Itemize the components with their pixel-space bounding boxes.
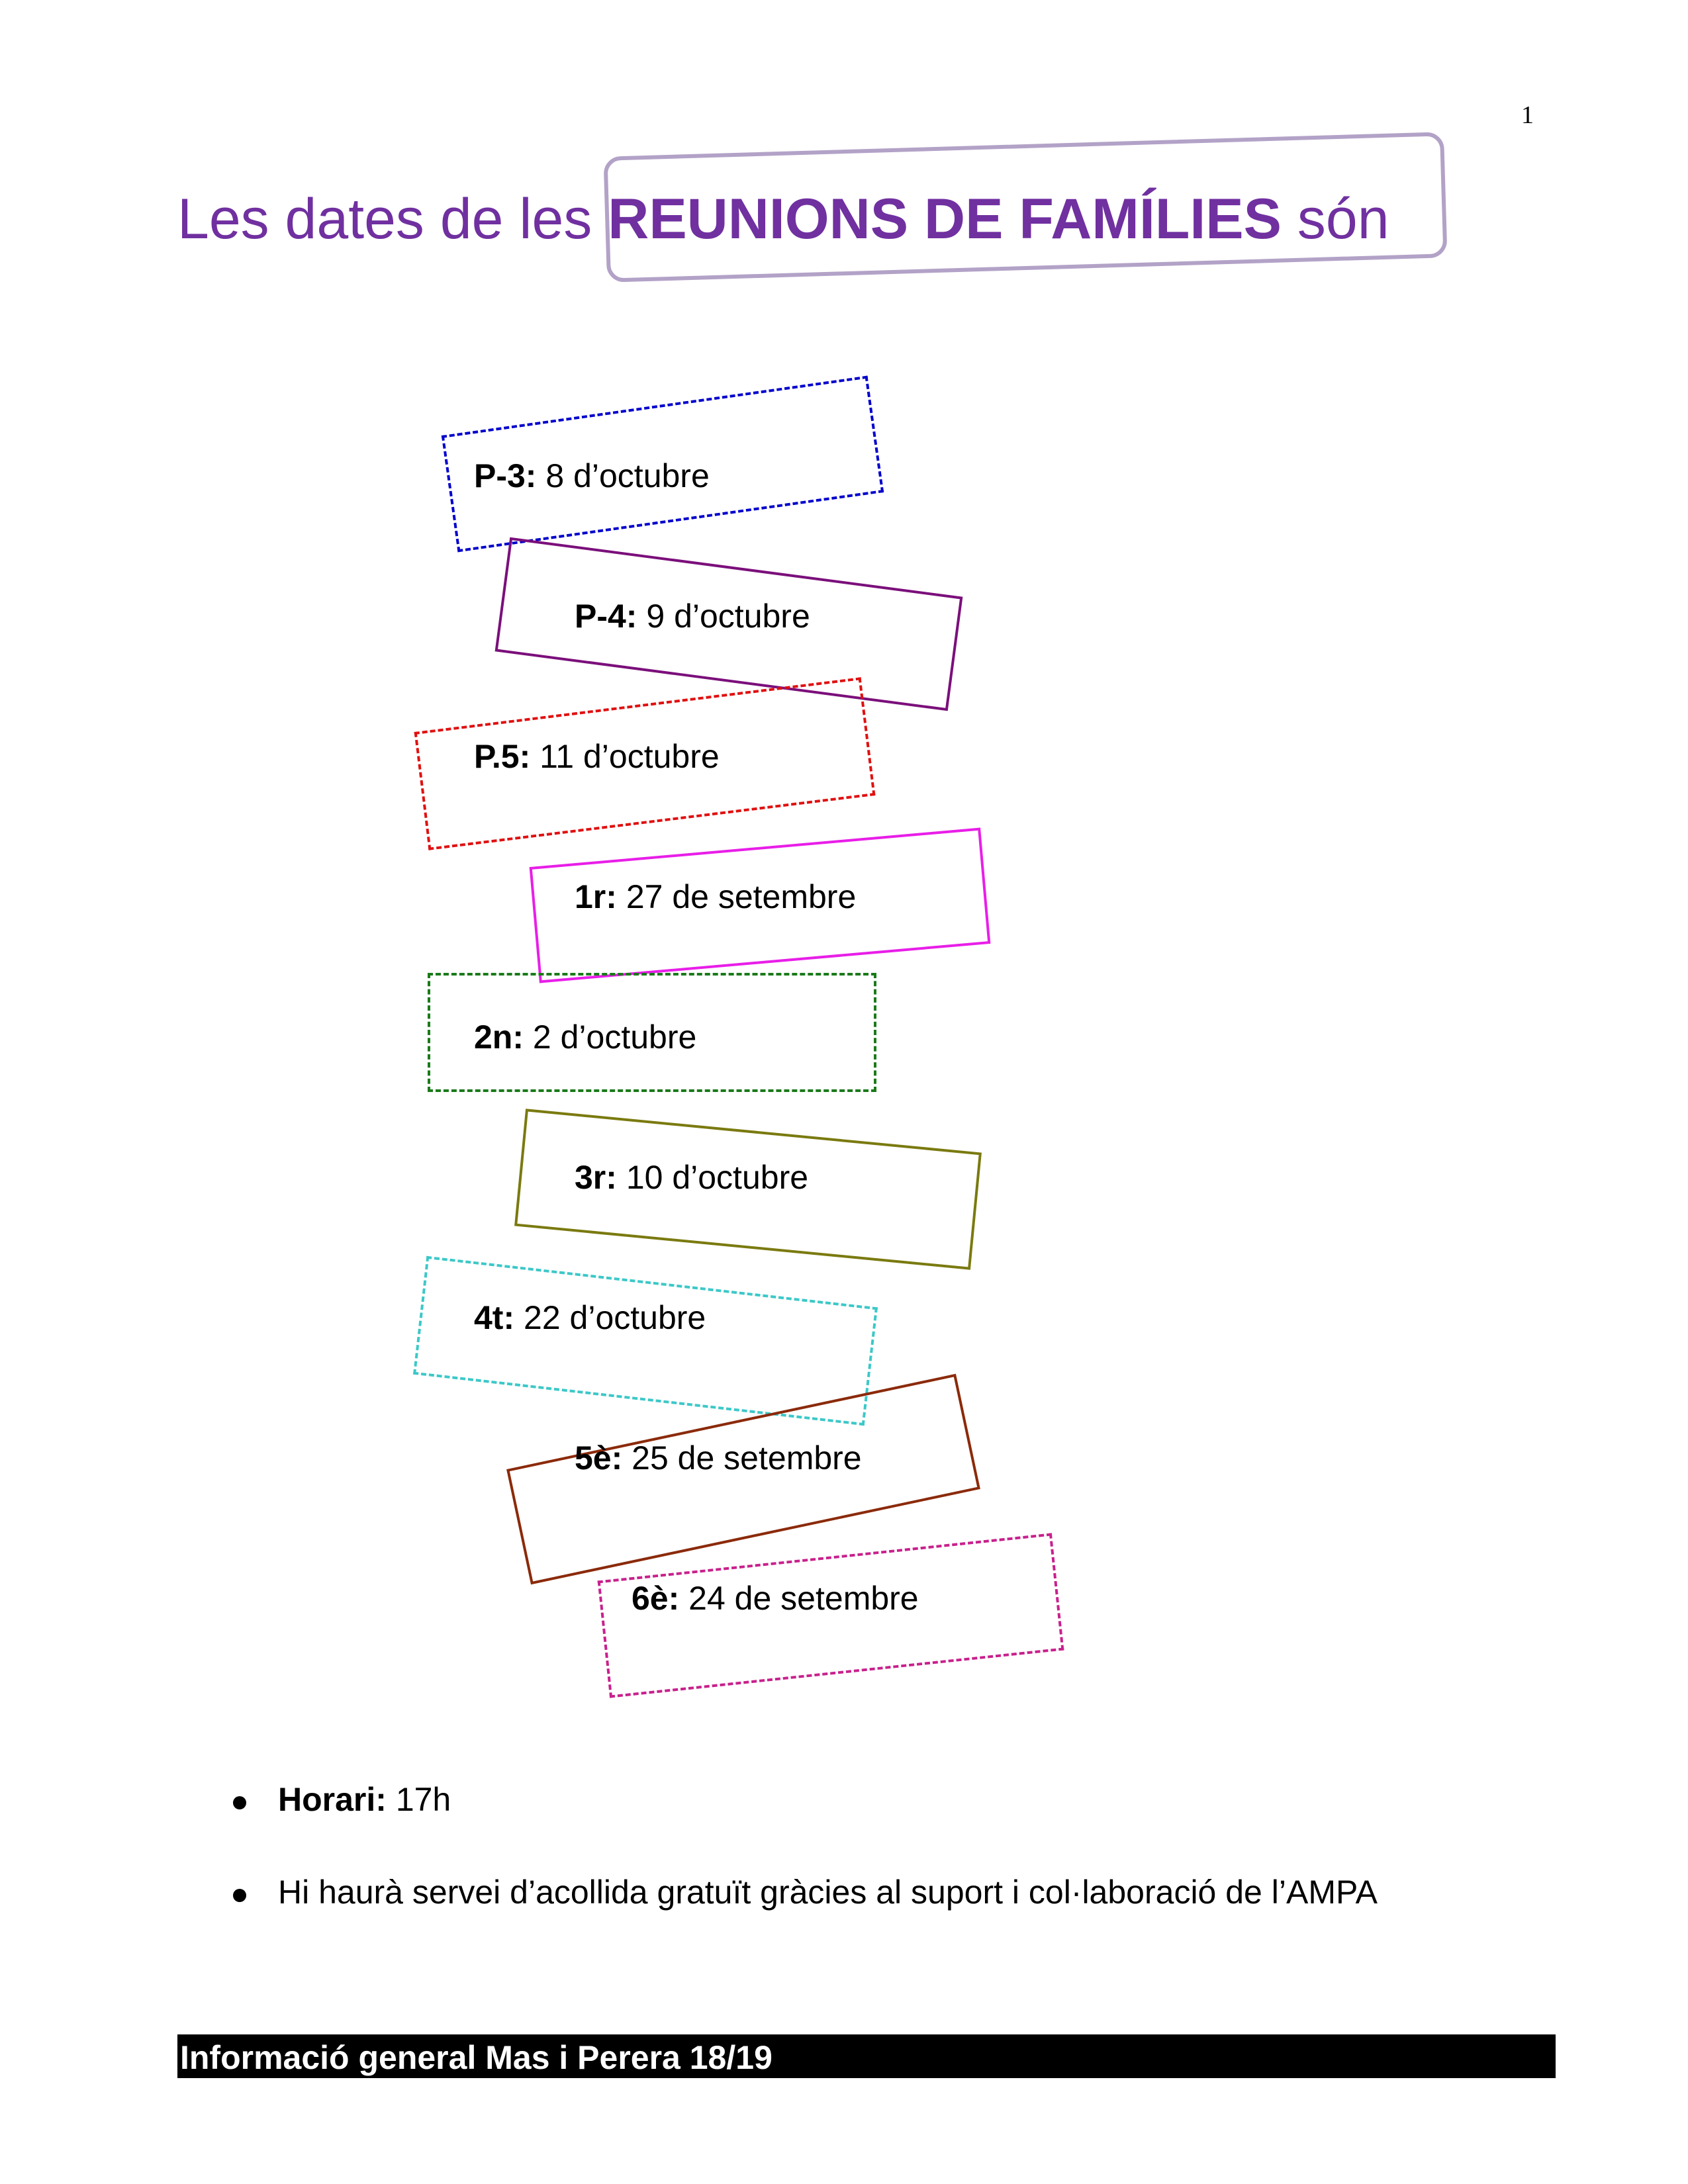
date-value: 22 d’octubre — [524, 1299, 706, 1336]
date-entry-5e — [575, 1439, 862, 1477]
page-number: 1 — [1521, 101, 1534, 129]
page-title — [177, 187, 1389, 252]
date-label: 4t: — [474, 1299, 515, 1336]
bullet-childcare — [199, 1873, 1378, 1911]
bullet-text: Hi haurà servei d’acollida gratuït gràcies al suport i col·laboració de l’AMPA — [278, 1874, 1378, 1911]
date-value: 9 d’octubre — [646, 598, 810, 635]
date-entry-6e — [632, 1579, 919, 1617]
date-entry-p5 — [474, 737, 720, 776]
date-entry-p3 — [474, 457, 710, 495]
footer-text: Informació general Mas i Perera 18/19 — [180, 2039, 773, 2076]
bullet-dot-icon — [233, 1796, 246, 1809]
date-label: 5è: — [575, 1439, 623, 1477]
bullet-label: Horari: — [278, 1781, 387, 1818]
bullet-dot-icon — [233, 1889, 246, 1902]
date-entry-1r — [575, 878, 856, 916]
date-value: 2 d’octubre — [532, 1019, 697, 1056]
date-value: 11 d’octubre — [539, 738, 720, 775]
date-entry-3r — [575, 1158, 808, 1197]
info-bullets — [199, 1780, 1378, 1966]
date-entry-2n — [474, 1018, 696, 1056]
date-entry-4t — [474, 1298, 706, 1337]
title-highlight: REUNIONS DE FAMÍLIES — [608, 187, 1282, 251]
date-label: 3r: — [575, 1159, 617, 1196]
date-label: P-4: — [575, 598, 637, 635]
date-value: 25 de setembre — [632, 1439, 862, 1477]
date-card-4t — [413, 1256, 878, 1426]
bullet-schedule — [199, 1780, 1378, 1819]
date-value: 24 de setembre — [688, 1580, 919, 1617]
date-label: 6è: — [632, 1580, 680, 1617]
date-value: 8 d’octubre — [545, 457, 710, 494]
bullet-text: 17h — [386, 1781, 451, 1818]
date-entry-p4 — [575, 597, 810, 635]
date-label: P-3: — [474, 457, 537, 494]
date-label: 1r: — [575, 878, 617, 915]
title-suffix: són — [1281, 187, 1389, 251]
date-value: 27 de setembre — [626, 878, 857, 915]
title-prefix: Les dates de les — [177, 187, 608, 251]
date-label: 2n: — [474, 1019, 524, 1056]
date-value: 10 d’octubre — [626, 1159, 809, 1196]
date-label: P.5: — [474, 738, 531, 775]
